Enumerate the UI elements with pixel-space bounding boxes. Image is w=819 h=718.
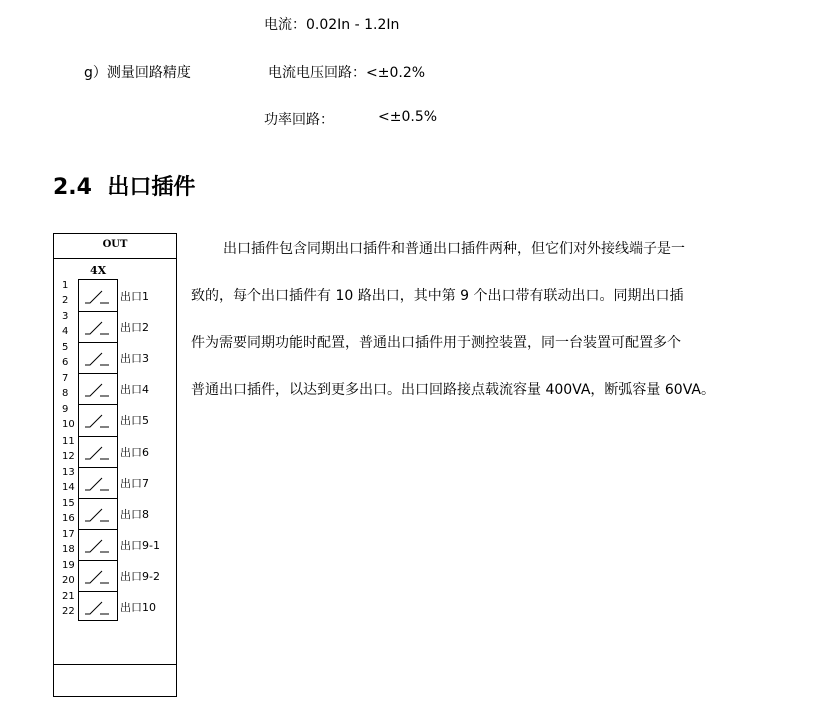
pin-number: 1 [62, 280, 69, 291]
cell-separator [79, 498, 117, 499]
pin-number: 8 [62, 388, 69, 400]
pin-number: 5 [62, 342, 69, 354]
paragraph-line: 普通出口插件，以达到更多出口。出口回路接点载流容量 400VA，断弧容量 60VA。 [191, 382, 715, 398]
cell-separator [79, 436, 117, 437]
relay-contact-icon [83, 535, 111, 555]
current-range-text: 电流：0.02In - 1.2In [264, 17, 400, 33]
pin-number: 14 [62, 481, 75, 493]
output-label: 出口8 [120, 507, 149, 521]
output-label: 出口1 [120, 290, 149, 303]
cv-accuracy-text: 电流电压回路：<±0.2% [268, 65, 426, 81]
pin-number: 3 [62, 311, 69, 323]
output-label: 出口9-2 [120, 569, 160, 583]
output-label: 出口9-1 [120, 538, 160, 552]
pin-number: 18 [62, 543, 75, 555]
pin-number: 15 [62, 497, 75, 509]
cell-separator [79, 591, 117, 592]
pin-number: 19 [62, 559, 75, 571]
module-bottom-divider [54, 664, 176, 665]
output-label: 出口10 [120, 601, 156, 614]
paragraph-line: 出口插件包含同期出口插件和普通出口插件两种，但它们对外接线端子是一 [223, 241, 685, 257]
section-title: 出口插件 [107, 175, 196, 200]
section-number: 2.4 [53, 175, 92, 200]
relay-contact-icon [83, 379, 111, 399]
relay-contact-icon [83, 504, 111, 524]
output-label: 出口4 [120, 383, 149, 397]
relay-contact-icon [83, 473, 111, 493]
pin-number: 9 [62, 404, 69, 416]
cell-separator [79, 560, 117, 561]
output-label: 出口2 [120, 321, 149, 335]
pin-number: 21 [62, 591, 75, 602]
pin-number: 4 [62, 326, 69, 338]
section-heading [53, 170, 195, 201]
cell-separator [79, 529, 117, 530]
description-paragraph [191, 226, 715, 414]
cell-separator [79, 467, 117, 468]
pin-number: 17 [62, 528, 75, 540]
relay-contact-icon [83, 442, 111, 462]
power-label: 功率回路： [264, 112, 334, 128]
module-subtitle: 4X [90, 264, 107, 277]
cell-separator [79, 404, 117, 405]
pin-number: 6 [62, 357, 69, 369]
accuracy-label: g）测量回路精度 [84, 65, 191, 81]
module-title: OUT [102, 239, 128, 250]
pin-number: 10 [62, 419, 75, 431]
relay-contact-icon [83, 286, 111, 306]
power-value: <±0.5% [378, 109, 438, 125]
output-label: 出口5 [120, 414, 149, 428]
output-label: 出口7 [120, 476, 149, 490]
relay-block [78, 279, 118, 621]
relay-contact-icon [83, 597, 111, 617]
pin-number: 16 [62, 512, 75, 524]
output-label: 出口6 [120, 445, 149, 459]
out-module-diagram [53, 233, 177, 697]
paragraph-line: 件为需要同期功能时配置，普通出口插件用于测控装置，同一台装置可配置多个 [191, 335, 681, 351]
pin-number: 12 [62, 450, 75, 462]
pin-number: 2 [62, 295, 69, 306]
module-title-divider [54, 258, 176, 259]
relay-contact-icon [83, 317, 111, 337]
cell-separator [79, 373, 117, 374]
relay-contact-icon [83, 410, 111, 430]
pin-number: 11 [62, 435, 75, 447]
pin-number: 20 [62, 574, 75, 586]
output-label: 出口3 [120, 352, 149, 366]
cell-separator [79, 342, 117, 343]
paragraph-line: 致的，每个出口插件有 10 路出口，其中第 9 个出口带有联动出口。同期出口插 [191, 288, 684, 304]
pin-number: 7 [62, 373, 69, 385]
pin-number: 13 [62, 466, 75, 478]
cell-separator [79, 311, 117, 312]
pin-number: 22 [62, 606, 75, 617]
relay-contact-icon [83, 348, 111, 368]
relay-contact-icon [83, 566, 111, 586]
